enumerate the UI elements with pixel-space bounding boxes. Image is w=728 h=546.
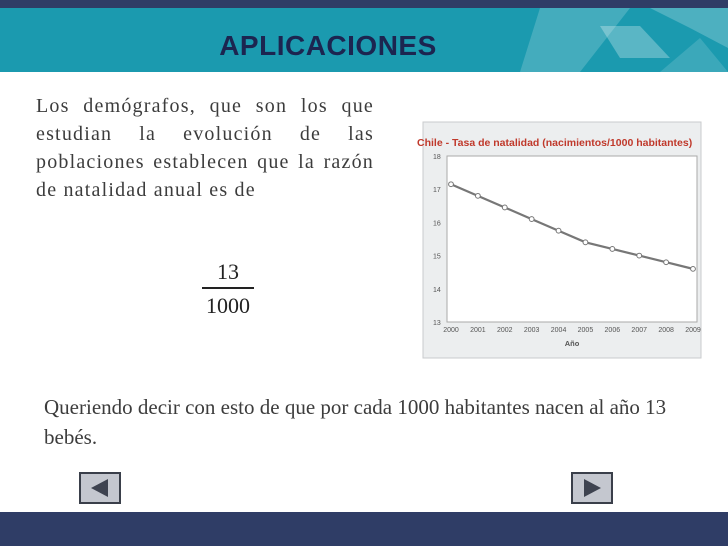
data-point (502, 205, 507, 210)
data-point (610, 247, 615, 252)
x-tick-label: 2005 (577, 327, 594, 334)
data-point (691, 266, 696, 271)
y-tick-label: 14 (433, 286, 441, 294)
x-tick-label: 2006 (604, 327, 621, 334)
previous-slide-button[interactable] (79, 472, 121, 504)
data-point (449, 182, 454, 187)
y-tick-label: 16 (433, 220, 441, 228)
top-band (0, 0, 728, 8)
y-tick-label: 15 (433, 253, 441, 261)
x-tick-label: 2004 (550, 327, 567, 334)
birth-rate-fraction (198, 258, 258, 320)
conclusion-paragraph: Queriendo decir con esto de que por cada 1000 habitantes nacen al año 13 bebés. (44, 395, 667, 449)
x-tick-label: 2008 (658, 327, 674, 334)
x-tick-label: 2002 (496, 327, 513, 334)
data-point (529, 217, 534, 222)
fraction-numerator: 13 (217, 259, 239, 284)
chart-svg (413, 120, 703, 360)
plot-area (447, 156, 697, 322)
y-tick-label: 18 (433, 154, 441, 161)
fraction-bar (202, 287, 254, 289)
y-tick-label: 17 (433, 187, 441, 195)
x-tick-label: 2000 (443, 327, 459, 334)
decorative-shapes (500, 8, 728, 72)
slide-title: APLICACIONES (219, 30, 437, 61)
birth-rate-chart (413, 120, 703, 360)
data-point (664, 260, 669, 265)
x-tick-label: 2009 (685, 327, 701, 334)
chart-title: Chile - Tasa de natalidad (nacimientos/1000 habitantes) (417, 137, 693, 149)
header-bar (0, 8, 728, 72)
data-point (637, 253, 642, 258)
y-tick-label: 13 (433, 320, 441, 327)
x-tick-label: 2001 (470, 327, 486, 334)
bottom-band (0, 512, 728, 546)
data-point (475, 193, 480, 198)
next-slide-button[interactable] (571, 472, 613, 504)
fraction-denominator: 1000 (206, 292, 250, 318)
triangle-left-icon (81, 474, 119, 502)
x-tick-label: 2007 (631, 327, 648, 334)
intro-paragraph: Los demógrafos, que son los que estudian la evolución de las poblaciones establecen que la razón de natalidad anual es de (36, 95, 374, 201)
x-tick-label: 2003 (523, 327, 540, 334)
data-point (556, 228, 561, 233)
x-axis-label: Año (564, 339, 580, 348)
triangle-right-icon (573, 474, 611, 502)
data-point (583, 240, 588, 245)
